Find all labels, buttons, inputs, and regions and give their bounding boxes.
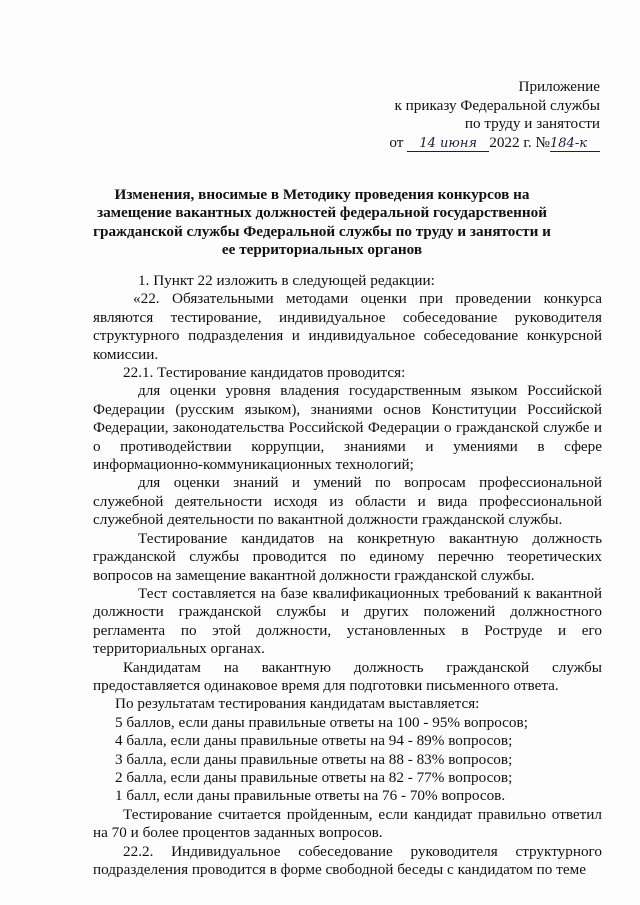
paragraph: 1. Пункт 22 изложить в следующей редакции: [138, 272, 435, 289]
list-item: 5 баллов, если даны правильные ответы на 100 - 95% вопросов; [115, 713, 528, 731]
paragraph: По результатам тестирования кандидатам выставляется: [115, 695, 480, 713]
paragraph: 22.1. Тестирование кандидатов проводится: [123, 364, 406, 382]
paragraph: Тест составляется на базе квалификационных требований к вакантной должности гражданской службы и других положений должностного регламента по этой должности, установленных в Роструде и его территориальных органах. [93, 584, 602, 658]
paragraph: Кандидатам на вакантную должность гражданской службы предоставляется одинаковое время для подготовки письменного ответа. [93, 658, 602, 694]
appendix-order-ref: к приказу Федеральной службы [394, 96, 600, 114]
document-body [93, 272, 602, 879]
list-item: 1 балл, если даны правильные ответы на 76 - 70% вопросов. [115, 787, 506, 805]
handwritten-number: 184-к [550, 137, 600, 152]
document-title: Изменения, вносимые в Методику проведения конкурсов на замещение вакантных должностей федеральной государственной гражданской службы Федеральной службы по труду и занятости и ее территориальных органов [93, 186, 551, 259]
list-item: 2 балла, если даны правильные ответы на 82 - 77% вопросов; [115, 768, 513, 786]
date-prefix: от [389, 133, 404, 151]
appendix-header [360, 78, 600, 152]
paragraph: Тестирование кандидатов на конкретную вакантную должность гражданской службы проводится по единому перечню теоретических вопросов на замещение вакантной должности гражданской службы. [93, 529, 602, 584]
paragraph: для оценки знаний и умений по вопросам профессиональной служебной деятельности исходя из области и вида профессиональной служебной деятельности по вакантной должности гражданской службы. [93, 474, 602, 529]
appendix-date-line [360, 134, 600, 153]
appendix-agency: по труду и занятости [464, 115, 600, 133]
paragraph: для оценки уровня владения государственным языком Российской Федерации (русским языком), знаниями основ Конституции Российской Федерации, законодательства Российской Федерации о гражданской службе и о противодействии коррупции, знаниями и умениями в сфере информационно-коммуникационных технологий; [93, 382, 602, 474]
date-year: 2022 г. № [489, 133, 550, 151]
list-item: 3 балла, если даны правильные ответы на 88 - 83% вопросов; [115, 750, 513, 768]
paragraph: Тестирование считается пройденным, если кандидат правильно ответил на 70 и более процентов заданных вопросов. [93, 805, 602, 842]
appendix-label: Приложение [518, 78, 600, 95]
handwritten-date: 14 июня [407, 137, 489, 152]
paragraph: «22. Обязательными методами оценки при проведении конкурса являются тестирование, индивидуальное собеседование руководителя структурного подразделения и индивидуальное собеседование конкурсной комиссии. [93, 290, 602, 363]
list-item: 4 балла, если даны правильные ответы на 94 - 89% вопросов; [115, 732, 513, 750]
paragraph: 22.2. Индивидуальное собеседование руководителя структурного подразделения проводится в форме свободной беседы с кандидатом по теме [93, 842, 602, 878]
